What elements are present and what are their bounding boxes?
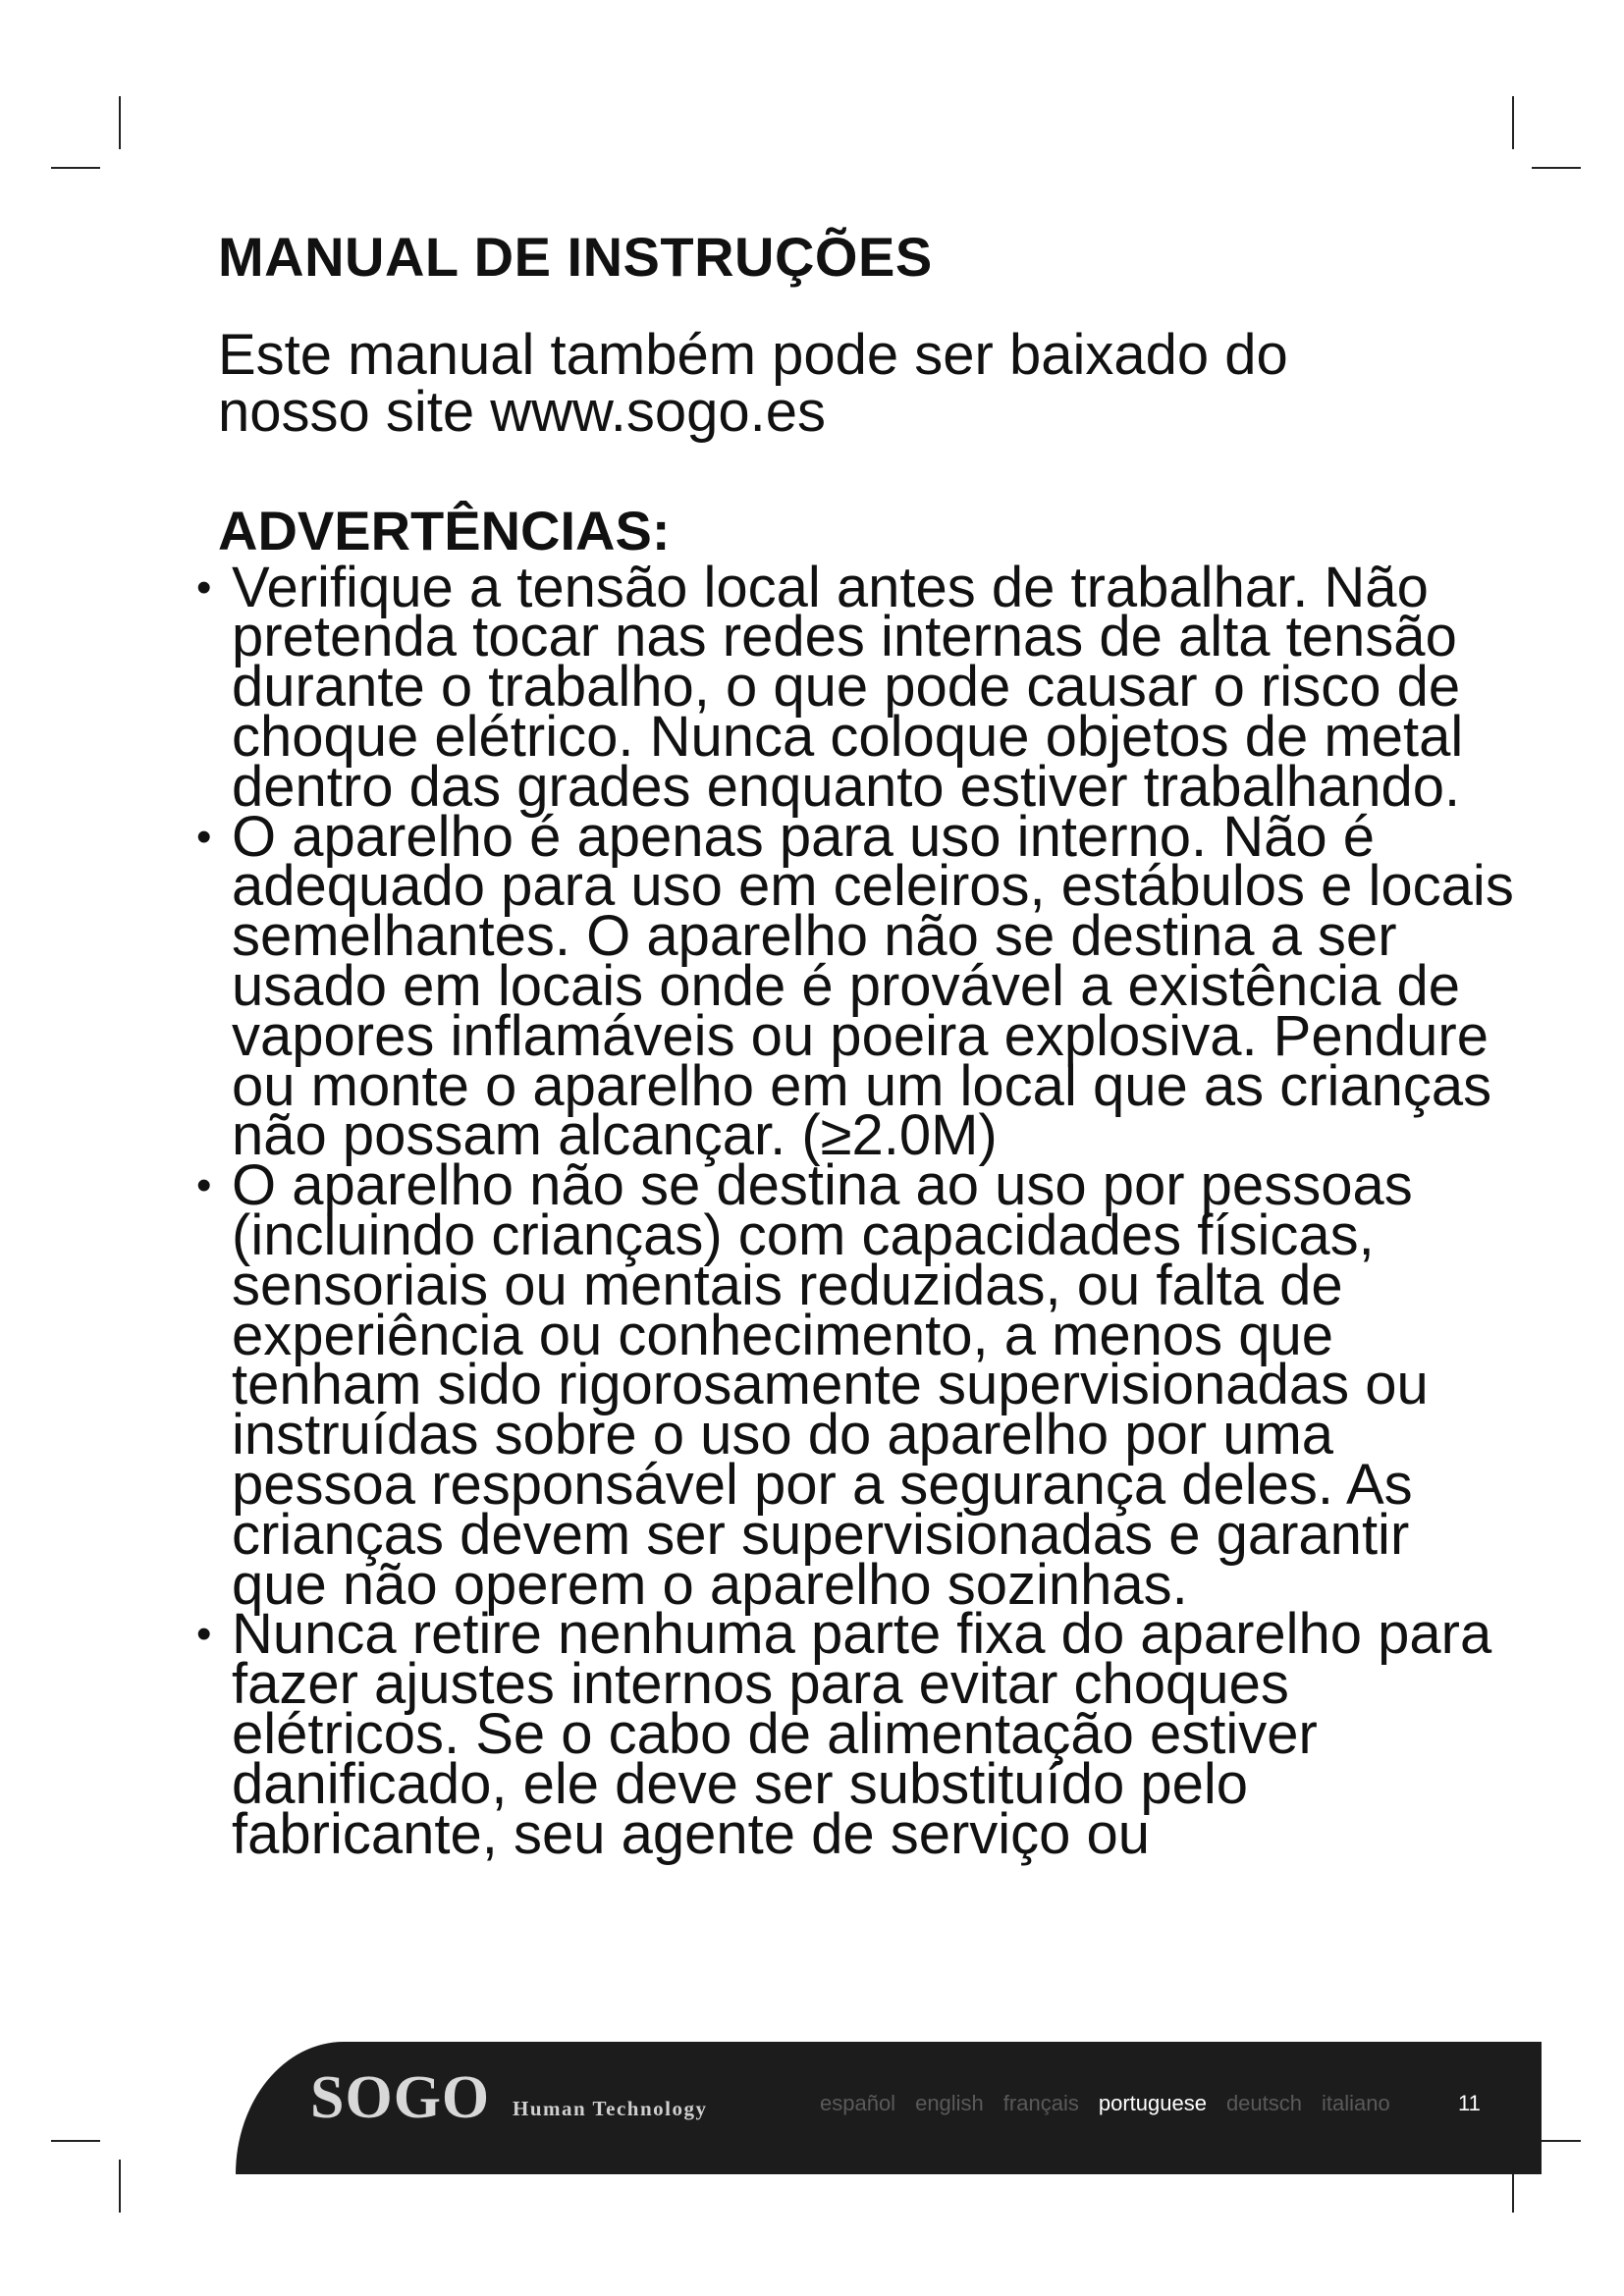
- language-item-active: portuguese: [1098, 2091, 1207, 2115]
- language-item: français: [1002, 2091, 1079, 2115]
- list-item: [196, 1602, 1518, 1866]
- page-content: [196, 224, 1514, 1866]
- warning-text: Verifique a tensão local antes de trabalhar. Não pretenda tocar nas redes internas de alta tensão durante o trabalho, o que pode causar o risco de choque elétrico. Nunca coloque objetos de metal dentro das grades enquanto estiver trabalhando.: [232, 555, 1464, 819]
- warning-text: Nunca retire nenhuma parte fixa do aparelho para fazer ajustes internos para evitar choques elétricos. Se o cabo de alimentação estiver danificado, ele deve ser substituído pelo fabricante, seu agente de serviço ou: [232, 1602, 1492, 1866]
- crop-mark: [119, 2160, 121, 2213]
- intro-text: Este manual também pode ser baixado do nosso site www.sogo.es: [218, 323, 1288, 445]
- page-title: MANUAL DE INSTRUÇÕES: [218, 226, 933, 288]
- language-item: español: [820, 2091, 896, 2115]
- page-footer: [236, 2042, 1542, 2174]
- crop-mark: [51, 167, 100, 169]
- brand-logo: SOGO: [310, 2064, 491, 2131]
- list-item: [196, 804, 1518, 1168]
- language-item: deutsch: [1225, 2091, 1302, 2115]
- crop-mark: [1532, 167, 1581, 169]
- warnings-title: ADVERTÊNCIAS:: [218, 500, 671, 562]
- list-item: [196, 1153, 1518, 1617]
- warnings-list: [196, 555, 1514, 1866]
- crop-mark: [1512, 96, 1514, 149]
- language-list: [820, 2091, 1390, 2116]
- list-item: [196, 555, 1518, 819]
- crop-mark: [51, 2140, 100, 2142]
- language-item: italiano: [1322, 2091, 1390, 2115]
- warning-text: O aparelho é apenas para uso interno. Não é adequado para uso em celeiros, estábulos e locais semelhantes. O aparelho não se destina a ser usado em locais onde é provável a existência de vapores inflamáveis ou poeira explosiva. Pendure ou monte o aparelho em um local que as crianças não possam alcançar. (≥2.0M): [232, 804, 1514, 1168]
- bullet-icon: •: [196, 812, 212, 861]
- bullet-icon: •: [196, 562, 212, 612]
- page-number: 11: [1458, 2091, 1481, 2115]
- brand-tagline: Human Technology: [513, 2097, 708, 2120]
- bullet-icon: •: [196, 1610, 212, 1659]
- crop-mark: [119, 96, 121, 149]
- warning-text: O aparelho não se destina ao uso por pessoas (incluindo crianças) com capacidades físicas, sensoriais ou mentais reduzidas, ou falta de experiência ou conhecimento, a menos que tenham sido rigorosamente supervisionadas ou instruídas sobre o uso do aparelho por uma pessoa responsável por a segurança deles. As crianças devem ser supervisionadas e garantir que não operem o aparelho sozinhas.: [232, 1153, 1429, 1617]
- bullet-icon: •: [196, 1161, 212, 1210]
- language-item: english: [915, 2091, 984, 2115]
